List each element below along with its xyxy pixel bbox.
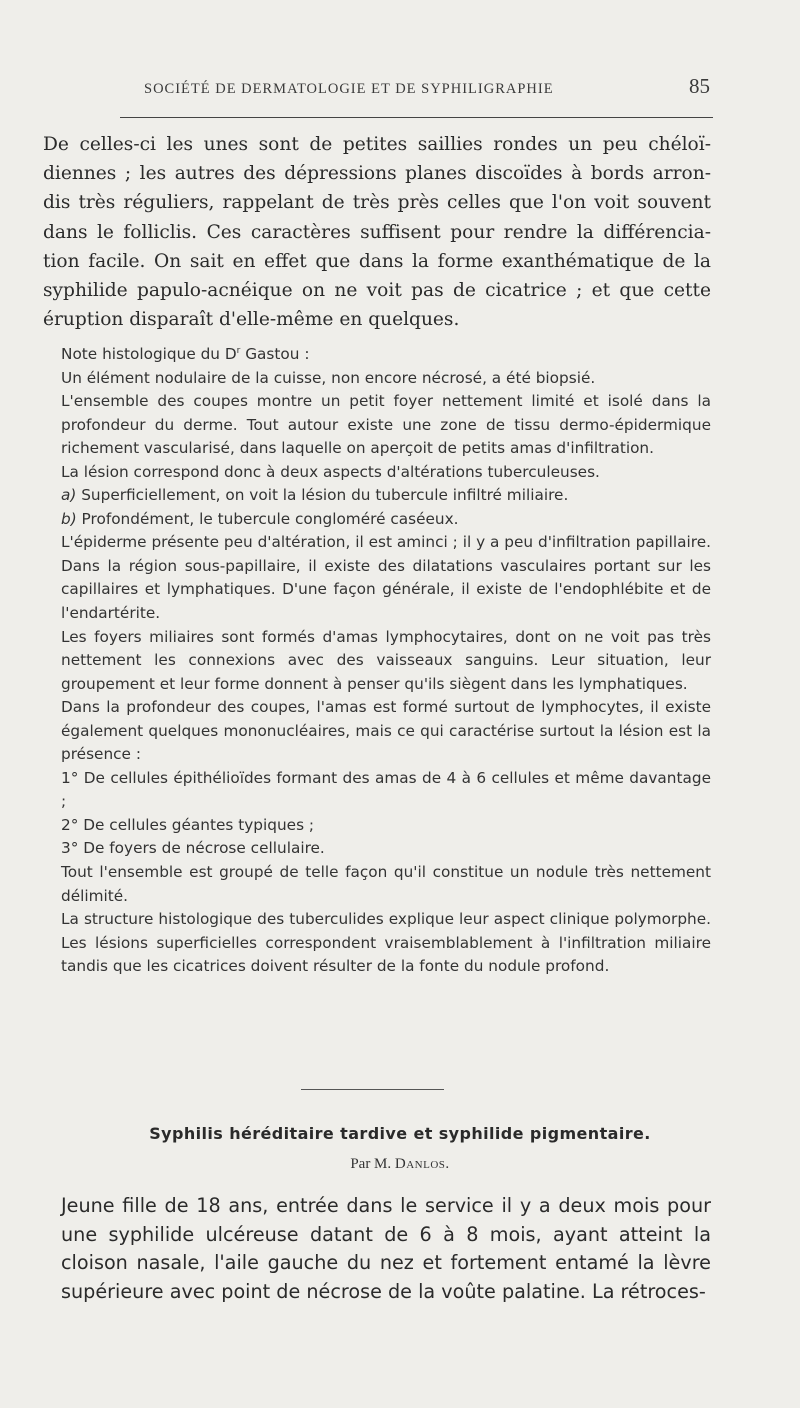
note-paragraph: L'ensemble des coupes montre un petit foyer nettement limité et isolé dans la profondeur du derme. Tout autour existe une zone de tissu dermo-épidermique richement vascularisé, dans laquelle on aperçoit de petits amas d'infiltration. (61, 392, 711, 458)
byline-author: Danlos. (394, 1156, 450, 1172)
section-separator (301, 1089, 444, 1090)
note-paragraph: Un élément nodulaire de la cuisse, non encore nécrosé, a été biopsié. (61, 368, 596, 387)
case-text: Jeune fille de 18 ans, entrée dans le service il y a deux mois pour une syphilide ulcéreuse datant de 6 à 8 mois, ayant atteint la cloison nasale, l'aile gauche du nez et fortement entamé la lèvre supérieure avec point de nécrose de la voûte palatine. La rétroces- (61, 1194, 711, 1303)
note-heading-text: Note histologique du D (61, 345, 237, 363)
note-heading (43, 343, 711, 367)
note-paragraph: La lésion correspond donc à deux aspects d'altérations tuberculeuses. (61, 462, 600, 481)
item-a-text: Superficiellement, on voit la lésion du tubercule infiltré miliaire. (76, 486, 569, 505)
note-paragraph: Tout l'ensemble est groupé de telle façon qu'il constitue un nodule très nettement délimité. (61, 863, 711, 905)
header-rule (120, 117, 713, 118)
byline (0, 1156, 800, 1173)
case-paragraph (43, 1192, 711, 1306)
intro-line: diennes ; les autres des dépressions planes discoïdes à bords arron- (43, 163, 711, 185)
note-list-item: 3° De foyers de nécrose cellulaire. (61, 839, 325, 858)
byline-prefix: Par M. (350, 1156, 395, 1172)
note-paragraph: Dans la profondeur des coupes, l'amas est formé surtout de lymphocytes, il existe également quelques mononucléaires, mais ce qui caractérise surtout la lésion est la présence : (61, 698, 711, 764)
intro-line: syphilide papulo-acnéique on ne voit pas de cicatrice ; et que cette (43, 280, 711, 302)
item-b-text: Profondément, le tubercule congloméré caséeux. (76, 509, 459, 528)
item-b-label: b) (61, 509, 77, 528)
note-heading-sup: r (236, 345, 241, 356)
histology-note (43, 343, 711, 979)
note-paragraph: La structure histologique des tuberculides explique leur aspect clinique polymorphe. Les lésions superficielles correspondent vraisemblablement à l'infiltration miliaire tandis que les cicatrices doivent résulter de la fonte du nodule profond. (61, 910, 711, 976)
intro-paragraph (43, 130, 711, 334)
intro-line: dis très réguliers, rappelant de très près celles que l'on voit souvent (43, 192, 711, 214)
note-list-item: 2° De cellules géantes typiques ; (61, 815, 315, 834)
section-title: Syphilis héréditaire tardive et syphilide pigmentaire. (149, 1124, 651, 1143)
note-heading-suffix: Gastou : (240, 345, 310, 363)
note-item-b (43, 508, 711, 532)
intro-line: De celles-ci les unes sont de petites saillies rondes un peu chéloï- (43, 134, 711, 155)
item-a-label: a) (61, 486, 77, 505)
intro-line: dans le folliclis. Ces caractères suffisent pour rendre la différencia- (43, 221, 711, 243)
running-title: SOCIÉTÉ DE DERMATOLOGIE ET DE SYPHILIGRAPHIE (144, 81, 554, 97)
note-item-a (43, 484, 711, 508)
note-list-item: 1° De cellules épithélioïdes formant des amas de 4 à 6 cellules et même davantage ; (61, 768, 711, 811)
page-number: 85 (689, 74, 710, 98)
intro-line: éruption disparaît d'elle-même en quelques. (43, 309, 460, 331)
intro-line: tion facile. On sait en effet que dans la forme exanthématique de la (43, 250, 711, 272)
page-header (120, 74, 710, 99)
note-paragraph: L'épiderme présente peu d'altération, il est aminci ; il y a peu d'infiltration papillaire. Dans la région sous-papillaire, il existe des dilatations vasculaires portant sur les capillaires et lymphatiques. D'une façon générale, il existe de l'endophlébite et de l'endartérite. (61, 533, 711, 623)
note-paragraph: Les foyers miliaires sont formés d'amas lymphocytaires, dont on ne voit pas très nettement les connexions avec des vaisseaux sanguins. Leur situation, leur groupement et leur forme donnent à penser qu'ils siègent dans les lymphatiques. (61, 627, 711, 693)
